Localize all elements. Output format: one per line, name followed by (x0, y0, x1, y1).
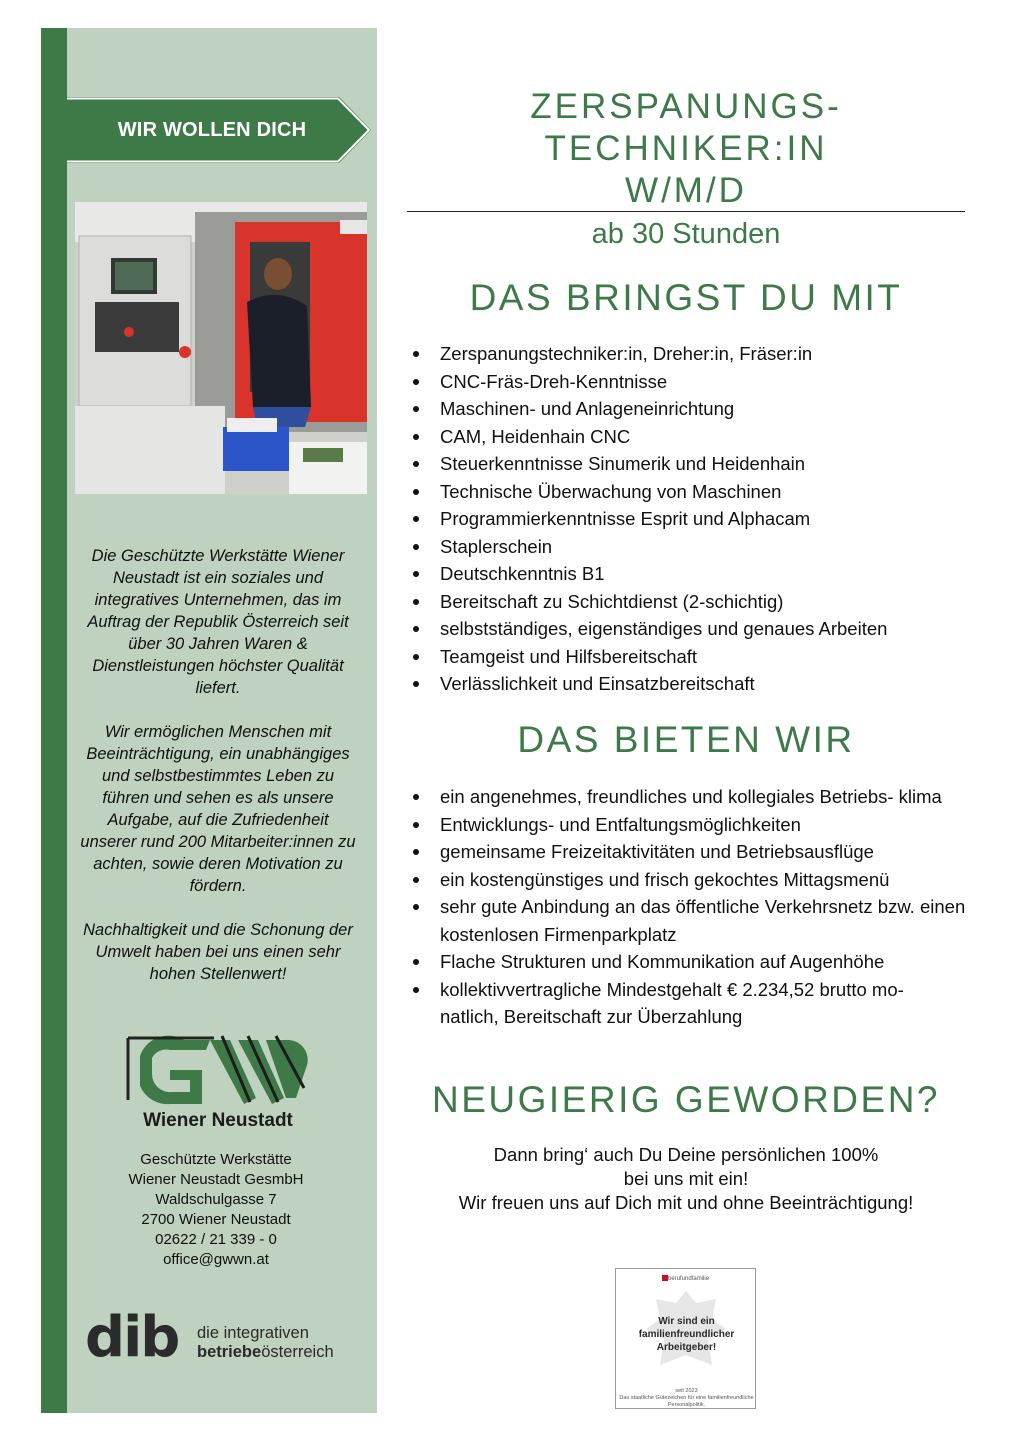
bullet-icon (413, 599, 419, 605)
about-paragraph-2: Wir ermöglichen Menschen mit Beeinträchtigung, ein unabhängiges und selbstbestimmtes Leben zu führen und sehen es als unsere Aufgabe, auf die Zufriedenheit unserer rund 200 Mitarbeiter:innen zu achten, sowie deren Motivation zu fördern. (80, 723, 356, 895)
bullet-icon (413, 626, 419, 632)
sidebar-stripe (41, 28, 67, 1413)
bullet-icon (413, 877, 419, 883)
list-item-text: Programmierkenntnisse Esprit und Alphacam (440, 508, 811, 529)
list-item (407, 615, 967, 643)
closing-line: bei uns mit ein! (623, 1168, 749, 1189)
job-title-line: ZERSPANUNGS- (530, 87, 842, 126)
list-item-text: kollektivvertragliche Mindestgehalt € 2.234,52 brutto mo- natlich, Bereitschaft zur Überzahlung (440, 978, 904, 1027)
about-paragraph-1: Die Geschützte Werkstätte Wiener Neustadt ist ein soziales und integratives Unternehmen, das im Auftrag der Republik Österreich seit über 30 Jahren Waren & Dienstleistungen höchster Qualität liefert. (87, 547, 349, 697)
bullet-icon (413, 489, 419, 495)
dib-logo (85, 1305, 365, 1370)
section-heading-requirements: DAS BRINGST DU MIT (469, 277, 903, 318)
list-item (407, 368, 967, 396)
list-item (407, 450, 967, 478)
bullet-icon (413, 351, 419, 357)
title-divider (407, 211, 965, 212)
banner (67, 97, 371, 163)
logo-name: Wiener Neustadt (143, 1110, 293, 1131)
badge-text-line: familienfreundlicher (638, 1329, 735, 1340)
section-heading-contact: NEUGIERIG GEWORDEN? (432, 1079, 940, 1120)
list-item (407, 811, 967, 839)
list-item (407, 588, 967, 616)
bullet-icon (413, 654, 419, 660)
bullet-icon (413, 379, 419, 385)
job-title-line: TECHNIKER:IN (544, 129, 828, 168)
bullet-icon (413, 822, 419, 828)
list-item-text: Bereitschaft zu Schichtdienst (2-schichtig) (440, 590, 784, 612)
closing-line: Wir freuen uns auf Dich mit und ohne Beeinträchtigung! (458, 1192, 914, 1213)
list-item (407, 893, 967, 948)
machine-photo (75, 202, 367, 494)
dib-wordmark: dib (85, 1305, 179, 1370)
offers-list (407, 783, 967, 1031)
bullet-icon (413, 434, 419, 440)
bullet-icon (413, 516, 419, 522)
about-text (78, 545, 358, 1007)
list-item-text: CAM, Heidenhain CNC (440, 425, 631, 447)
job-title (440, 86, 932, 212)
list-item (407, 976, 967, 1031)
list-item-text: Maschinen- und Anlageneinrichtung (440, 398, 735, 419)
list-item (407, 560, 967, 588)
closing-line: Dann bring‘ auch Du Deine persönlichen 100% (493, 1144, 879, 1165)
list-item-text: Deutschkenntnis B1 (440, 563, 605, 584)
badge-text-line: Arbeitgeber! (656, 1342, 717, 1353)
bullet-icon (413, 849, 419, 855)
list-item-text: Zerspanungstechniker:in, Dreher:in, Fräser:in (440, 343, 813, 364)
list-item (407, 533, 967, 561)
closing-text (407, 1143, 965, 1215)
list-item-text: CNC-Fräs-Dreh-Kenntnisse (440, 370, 668, 392)
address-line: 2700 Wiener Neustadt (141, 1211, 291, 1228)
dib-tagline (197, 1324, 334, 1362)
working-hours: ab 30 Stunden (591, 218, 781, 250)
badge-text (620, 1315, 753, 1354)
badge-text-line: Wir sind ein (658, 1316, 715, 1327)
bullet-icon (413, 987, 419, 993)
list-item-text: ein kostengünstiges und frisch gekochtes Mittagsmenü (440, 868, 890, 890)
bullet-icon (413, 406, 419, 412)
badge-since: seit 2023 (675, 1388, 698, 1394)
list-item-text: Teamgeist und Hilfsbereitschaft (440, 645, 698, 667)
list-item (407, 838, 967, 866)
list-item-text: Verlässlichkeit und Einsatzbereitschaft (440, 673, 755, 694)
list-item (407, 395, 967, 423)
list-item-text: ein angenehmes, freundliches und kollegiales Betriebs- klima (440, 786, 942, 807)
list-item-text: Entwicklungs- und Entfaltungsmöglichkeiten (440, 813, 801, 835)
list-item-text: Flache Strukturen und Kommunikation auf Augenhöhe (440, 951, 885, 972)
dib-tagline-1: die integrativen (197, 1324, 309, 1342)
list-item (407, 423, 967, 451)
address-line: Geschützte Werkstätte (140, 1151, 292, 1168)
address-line: Waldschulgasse 7 (155, 1191, 277, 1208)
badge-brand: berufundfamilie (668, 1276, 710, 1282)
list-item-text: selbstständiges, eigenständiges und genaues Arbeiten (440, 618, 888, 639)
list-item-text: Steuerkenntnisse Sinumerik und Heidenhain (440, 453, 806, 474)
bullet-icon (413, 959, 419, 965)
list-item (407, 643, 967, 671)
list-item-text: Staplerschein (440, 535, 553, 557)
email-address: office@gwwn.at (163, 1251, 269, 1268)
list-item-text: gemeinsame Freizeitaktivitäten und Betriebsausflüge (440, 841, 874, 862)
job-title-line: W/M/D (625, 171, 747, 210)
phone-number: 02622 / 21 339 - 0 (155, 1231, 277, 1248)
address-line: Wiener Neustadt GesmbH (128, 1171, 304, 1188)
list-item (407, 505, 967, 533)
badge-caption (616, 1388, 756, 1409)
list-item (407, 670, 967, 698)
list-item (407, 948, 967, 976)
dib-tagline-rest: österreich (261, 1343, 334, 1361)
requirements-list (407, 340, 967, 698)
dib-tagline-bold: betriebe (197, 1343, 262, 1361)
list-item (407, 783, 967, 811)
about-paragraph-3: Nachhaltigkeit und die Schonung der Umwelt haben bei uns einen sehr hohen Stellenwert! (83, 921, 353, 983)
bullet-icon (413, 681, 419, 687)
bullet-icon (413, 794, 419, 800)
badge-caption-text: Das staatliche Gütezeichen für eine familienfreundliche Personalpolitik. (619, 1395, 754, 1408)
banner-text: WIR WOLLEN DICH (117, 119, 307, 141)
section-heading-offers: DAS BIETEN WIR (517, 719, 855, 760)
bullet-icon (413, 461, 419, 467)
list-item (407, 340, 967, 368)
bullet-icon (413, 904, 419, 910)
list-item-text: sehr gute Anbindung an das öffentliche Verkehrsnetz bzw. einen kostenlosen Firmenparkplatz (440, 896, 966, 945)
family-friendly-badge (615, 1268, 756, 1409)
bullet-icon (413, 571, 419, 577)
bullet-icon (413, 544, 419, 550)
list-item (407, 866, 967, 894)
list-item-text: Technische Überwachung von Maschinen (440, 480, 782, 502)
company-address (78, 1150, 354, 1270)
list-item (407, 478, 967, 506)
